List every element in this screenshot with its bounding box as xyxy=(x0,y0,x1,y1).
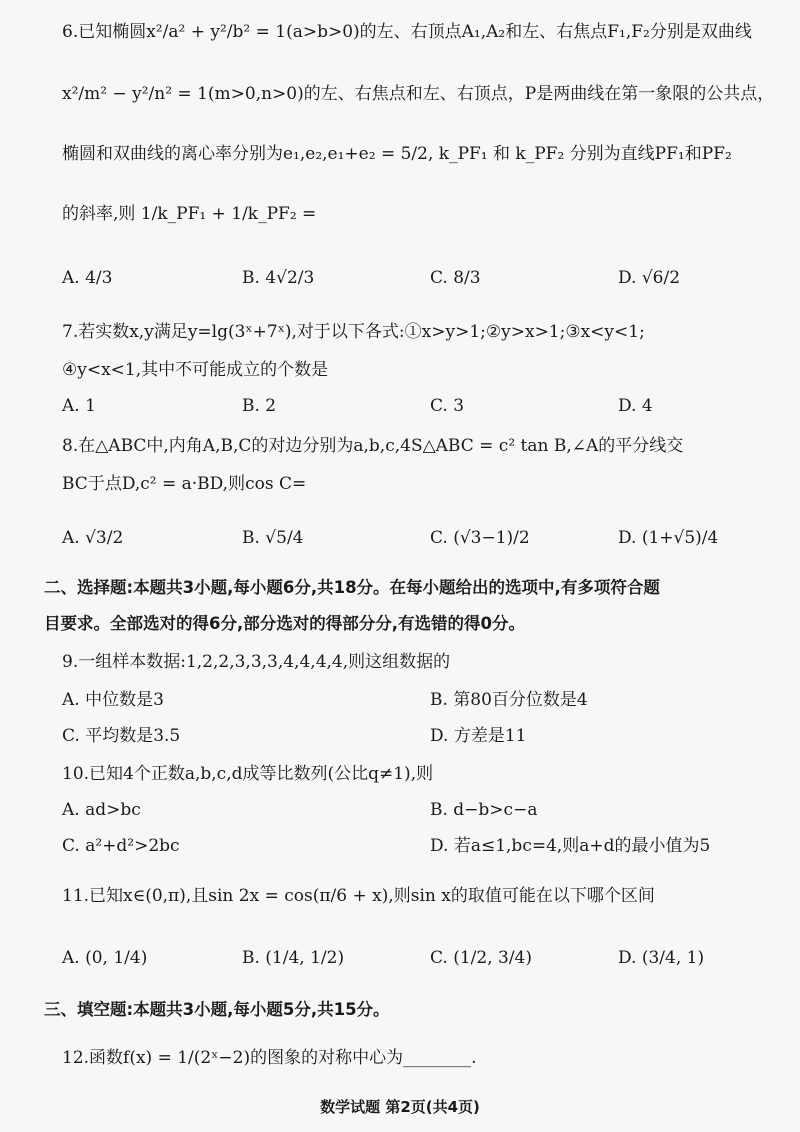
q8-option-d: D. (1+√5)/4 xyxy=(618,528,719,548)
q10-option-a: A. ad>bc xyxy=(62,800,141,820)
q9-line-1: 9.一组样本数据:1,2,2,3,3,3,4,4,4,4,则这组数据的 xyxy=(62,652,451,672)
q7-line-1: 7.若实数x,y满足y=lg(3ˣ+7ˣ),对于以下各式:①x>y>1;②y>x>1;③x<y<1; xyxy=(62,322,645,342)
q6-line-3: 椭圆和双曲线的离心率分别为e₁,e₂,e₁+e₂ = 5/2, k_PF₁ 和 k_PF₂ 分别为直线PF₁和PF₂ xyxy=(62,144,732,164)
q9-option-c: C. 平均数是3.5 xyxy=(62,726,181,746)
q8-option-a: A. √3/2 xyxy=(62,528,124,548)
q7-option-a: A. 1 xyxy=(62,396,96,416)
q6-option-a: A. 4/3 xyxy=(62,268,113,288)
q8-line-1: 8.在△ABC中,内角A,B,C的对边分别为a,b,c,4S△ABC = c² tan B,∠A的平分线交 xyxy=(62,436,684,456)
q8-option-c: C. (√3−1)/2 xyxy=(430,528,530,548)
q6-line-2: x²/m² − y²/n² = 1(m>0,n>0)的左、右焦点和左、右顶点，P是两曲线在第一象限的公共点， xyxy=(62,84,775,104)
q10-line-1: 10.已知4个正数a,b,c,d成等比数列(公比q≠1),则 xyxy=(62,764,434,784)
q8-option-b: B. √5/4 xyxy=(242,528,304,548)
q7-option-b: B. 2 xyxy=(242,396,277,416)
section-2-heading-line-2: 目要求。全部选对的得6分,部分选对的得部分分,有选错的得0分。 xyxy=(44,614,525,633)
q9-option-b: B. 第80百分位数是4 xyxy=(430,690,588,710)
q12-line-1: 12.函数f(x) = 1/(2ˣ−2)的图象的对称中心为________. xyxy=(62,1048,477,1068)
section-2-heading-line-1: 二、选择题:本题共3小题,每小题6分,共18分。在每小题给出的选项中,有多项符合题 xyxy=(44,578,660,597)
q11-option-d: D. (3/4, 1) xyxy=(618,948,705,968)
q11-option-a: A. (0, 1/4) xyxy=(62,948,148,968)
q10-option-d: D. 若a≤1,bc=4,则a+d的最小值为5 xyxy=(430,836,711,856)
q8-line-2: BC于点D,c² = a·BD,则cos C= xyxy=(62,474,307,494)
q6-option-b: B. 4√2/3 xyxy=(242,268,315,288)
q7-option-d: D. 4 xyxy=(618,396,653,416)
q7-line-2: ④y<x<1,其中不可能成立的个数是 xyxy=(62,360,329,380)
q7-option-c: C. 3 xyxy=(430,396,465,416)
q11-option-c: C. (1/2, 3/4) xyxy=(430,948,532,968)
q6-option-d: D. √6/2 xyxy=(618,268,681,288)
q9-option-d: D. 方差是11 xyxy=(430,726,527,746)
q9-option-a: A. 中位数是3 xyxy=(62,690,164,710)
q11-line-1: 11.已知x∈(0,π),且sin 2x = cos(π/6 + x),则sin x的取值可能在以下哪个区间 xyxy=(62,886,655,906)
q6-line-4: 的斜率,则 1/k_PF₁ + 1/k_PF₂ = xyxy=(62,204,317,224)
q10-option-b: B. d−b>c−a xyxy=(430,800,538,820)
q11-option-b: B. (1/4, 1/2) xyxy=(242,948,345,968)
page-footer: 数学试题 第2页(共4页) xyxy=(320,1098,480,1116)
section-3-heading: 三、填空题:本题共3小题,每小题5分,共15分。 xyxy=(44,1000,390,1019)
q6-option-c: C. 8/3 xyxy=(430,268,481,288)
q10-option-c: C. a²+d²>2bc xyxy=(62,836,180,856)
q6-line-1: 6.已知椭圆x²/a² + y²/b² = 1(a>b>0)的左、右顶点A₁,A₂和左、右焦点F₁,F₂分别是双曲线 xyxy=(62,22,752,42)
